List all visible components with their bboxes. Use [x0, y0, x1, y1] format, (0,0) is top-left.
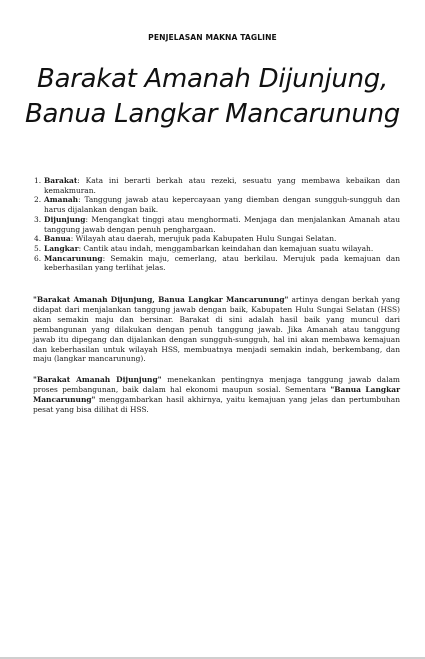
item-number: 4.: [34, 234, 42, 244]
definition-item: [34, 234, 400, 244]
item-number: 2.: [34, 195, 42, 205]
definition-text: : Cantik atau indah, menggambarkan keindahan dan kemajuan suatu wilayah.: [78, 243, 374, 253]
explanation-paragraph-2: [33, 375, 400, 415]
paragraph-text: menggambarkan hasil akhirnya, yaitu kemajuan yang jelas dan pertumbuhan pesat yang bisa dilihat di HSS.: [33, 394, 400, 414]
definition-text: : Wilayah atau daerah, merujuk pada Kabupaten Hulu Sungai Selatan.: [70, 234, 337, 244]
definition-text: : Semakin maju, cemerlang, atau berkilau. Merujuk pada kemajuan dan keberhasilan yang terlihat jelas.: [44, 253, 400, 273]
paragraph-text: artinya dengan berkah yang didapat dari menjalankan tanggung jawab dengan baik, Kabupaten Hulu Sungai Selatan (HSS) akan semakin maju dan bersinar. Barakat di sini adalah hasil baik yang muncul dari pembangunan yang dilakukan dengan penuh tanggung jawab. Jika Amanah atau tanggung jawab itu dipegang dan dijalankan dengan sungguh-sungguh, hal ini akan membawa kemajuan dan keberhasilan untuk wilayah HSS, membuatnya menjadi semakin indah, berkembang, dan maju (langkar mancarunung).: [33, 295, 400, 364]
item-number: 5.: [34, 243, 42, 253]
tagline-title-line-1: Barakat Amanah Dijunjung,: [37, 64, 388, 94]
definition-text: : Mengangkat tinggi atau menghormati. Menjaga dan menjalankan Amanah atau tanggung jawab dengan penuh penghargaan.: [44, 214, 400, 234]
definition-item: [34, 253, 400, 273]
item-number: 6.: [34, 253, 42, 263]
item-number: 3.: [34, 214, 42, 224]
definition-term: Langkar: [44, 243, 79, 253]
paragraph-text: menekankan pentingnya menjaga tanggung jawab dalam proses pembangunan, baik dalam hal ekonomi maupun sosial. Sementara: [33, 375, 400, 394]
tagline-quote: "Barakat Amanah Dijunjung, Banua Langkar Mancarunung": [33, 295, 289, 304]
tagline-quote-second: "Banua Langkar Mancarunung": [33, 384, 400, 404]
definition-item: [34, 176, 400, 195]
definition-term: Barakat: [44, 176, 78, 185]
tagline-quote-first: "Barakat Amanah Dijunjung": [33, 375, 162, 384]
definition-text: : Tanggung jawab atau kepercayaan yang diemban dengan sungguh-sungguh dan harus dijalankan dengan baik.: [44, 195, 400, 215]
definition-term: Mancarunung: [44, 253, 103, 263]
definition-text: : Kata ini berarti berkah atau rezeki, sesuatu yang membawa kebaikan dan kemakmuran.: [44, 176, 400, 195]
tagline-title-line-2: Banua Langkar Mancarunung: [25, 99, 400, 129]
section-heading: PENJELASAN MAKNA TAGLINE: [148, 33, 277, 42]
definition-term: Amanah: [44, 195, 79, 205]
definition-item: [34, 195, 400, 215]
item-number: 1.: [34, 176, 42, 185]
definition-item: [34, 214, 400, 234]
definition-list: [34, 176, 400, 273]
explanation-paragraph-1: [33, 295, 400, 364]
definition-term: Banua: [44, 234, 71, 244]
definition-term: Dijunjung: [44, 214, 86, 224]
definition-item: [34, 243, 400, 254]
